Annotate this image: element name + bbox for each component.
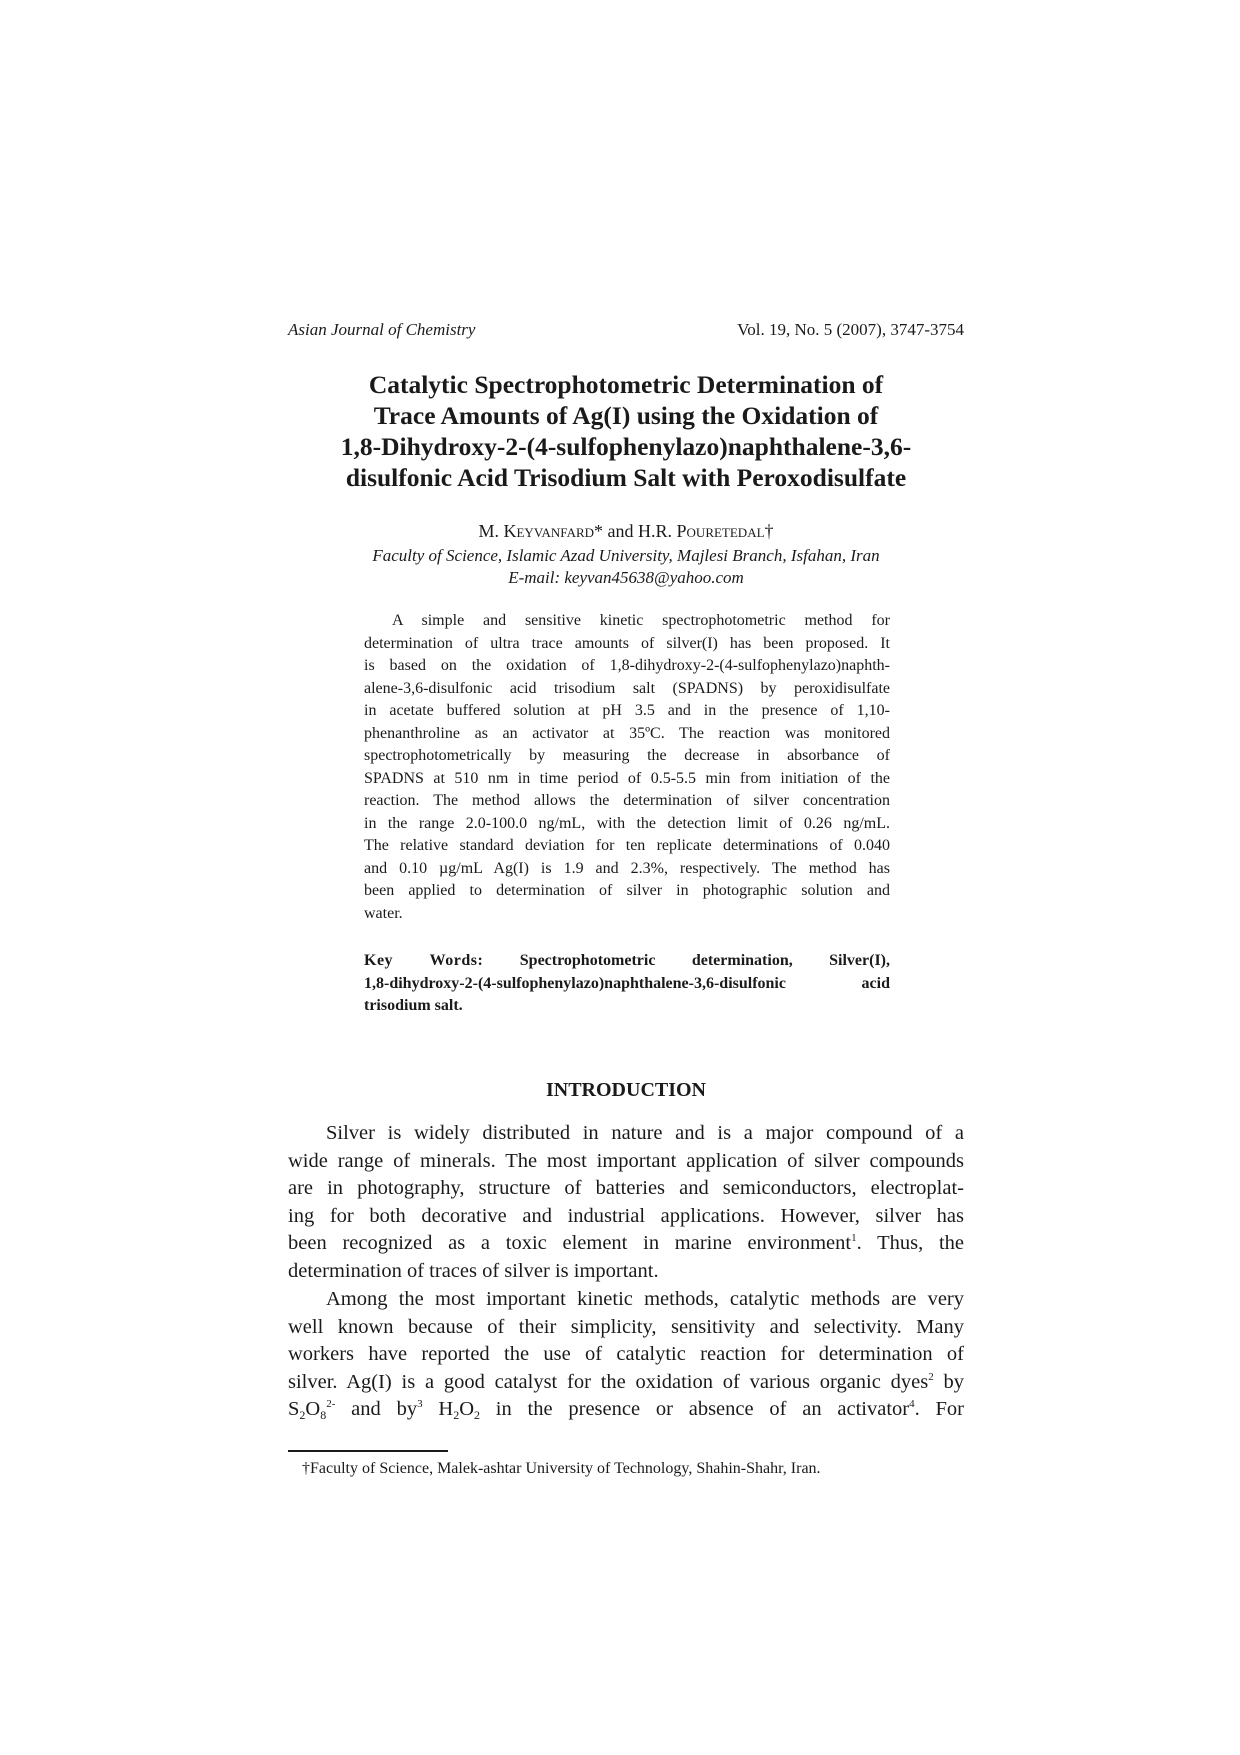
author-conjunction: and [603,521,639,541]
paragraph-line: well known because of their simplicity, sensitivity and selectivity. Many [288,1315,964,1338]
text-run: . Thus, the [856,1232,964,1254]
author-list [288,520,964,542]
abstract-line: SPADNS at 510 nm in time period of 0.5-5.5 min from initiation of the [364,769,890,787]
paragraph-line: Among the most important kinetic methods, catalytic methods are very [326,1288,964,1310]
author2-surname: Pouretedal [676,521,765,541]
volume-info: Vol. 19, No. 5 (2007), 3747-3754 [737,320,964,339]
abstract-line: The relative standard deviation for ten replicate determinations of 0.040 [364,837,890,854]
text-run: . For [914,1398,965,1420]
chem-symbol: S [288,1398,300,1420]
chem-subscript: 2 [474,1408,480,1422]
abstract-line: in the range 2.0-100.0 ng/mL, with the detection limit of 0.26 ng/mL. [364,814,890,832]
text-run: been recognized as a toxic element in marine environment [288,1232,852,1254]
paragraph-line [288,1369,964,1397]
email: E-mail: keyvan45638@yahoo.com [508,568,744,587]
reference-marker: 3 [417,1398,423,1410]
chem-symbol: O [305,1398,321,1420]
chem-symbol: H [422,1398,454,1420]
paragraph-line [288,1396,964,1424]
abstract-line: alene-3,6-disulfonic acid trisodium salt (SPADNS) by peroxidisulfate [364,679,890,697]
paragraph-line [288,1230,964,1258]
paragraph-line: wide range of minerals. The most important application of silver compounds [288,1149,964,1172]
keywords-line: trisodium salt. [364,997,463,1014]
chem-subscript: 2 [299,1408,306,1422]
abstract-line: reaction. The method allows the determination of silver concentration [364,792,890,809]
title-line: disulfonic Acid Trisodium Salt with Peroxodisulfate [345,463,907,492]
abstract-line: determination of ultra trace amounts of silver(I) has been proposed. It [364,634,890,652]
abstract-line: in acetate buffered solution at pH 3.5 and in the presence of 1,10- [364,702,890,719]
footnote: †Faculty of Science, Malek-ashtar University of Technology, Shahin-Shahr, Iran. [302,1460,821,1477]
keywords-text: Spectrophotometric determination, Silver(I), [519,952,891,969]
chem-subscript: 2 [453,1408,460,1422]
title-line: Catalytic Spectrophotometric Determination of [368,370,884,399]
text-run: in the presence or absence of an activator [480,1398,910,1420]
text-run: and by [335,1398,418,1420]
abstract-line: is based on the oxidation of 1,8-dihydroxy-2-(4-sulfophenylazo)naphth- [364,657,890,674]
abstract-line: A simple and sensitive kinetic spectrophotometric method for [392,612,890,629]
author1-surname: Keyvanfard [503,521,595,541]
section-heading: INTRODUCTION [545,1079,707,1101]
chem-subscript: 8 [320,1408,327,1422]
chem-charge: 2- [326,1398,336,1410]
reference-marker: 1 [851,1232,857,1244]
abstract-line: spectrophotometrically by measuring the decrease in absorbance of [364,747,890,764]
author2-mark: † [764,521,774,541]
body-paragraph [288,1286,964,1424]
title-line: 1,8-Dihydroxy-2-(4-sulfophenylazo)naphthalene-3,6- [340,432,912,461]
author2-initial: H.R. [638,521,677,541]
journal-name: Asian Journal of Chemistry [288,320,476,339]
footnote-divider [288,1450,448,1452]
abstract-line: phenanthroline as an activator at 35ºC. The reaction was monitored [364,724,890,742]
affiliation: Faculty of Science, Islamic Azad University, Majlesi Branch, Isfahan, Iran [372,546,880,565]
reference-marker: 4 [909,1398,915,1410]
paragraph-line: are in photography, structure of batteries and semiconductors, electroplat- [288,1177,964,1199]
keywords-line: 1,8-dihydroxy-2-(4-sulfophenylazo)naphthalene-3,6-disulfonic acid [364,974,890,992]
keywords [364,950,890,1018]
abstract-line: and 0.10 µg/mL Ag(I) is 1.9 and 2.3%, respectively. The method has [364,859,890,877]
chem-symbol: O [459,1398,474,1420]
text-run: silver. Ag(I) is a good catalyst for the oxidation of various organic dyes [288,1370,929,1393]
paragraph-line: workers have reported the use of catalytic reaction for determination of [288,1343,964,1365]
text-run: by [933,1370,965,1393]
keywords-label: Key Words: [364,952,484,969]
author1-mark: * [594,521,604,541]
paper-title [288,369,964,493]
keywords-line [364,950,890,973]
abstract-line: water. [364,904,403,922]
body-paragraph [288,1120,964,1285]
paragraph-line: Silver is widely distributed in nature and is a major compound of a [326,1122,964,1144]
paragraph-line: ing for both decorative and industrial applications. However, silver has [288,1204,964,1227]
title-line: Trace Amounts of Ag(I) using the Oxidation of [373,401,879,430]
abstract [364,610,890,925]
reference-marker: 2 [928,1370,934,1383]
paragraph-line: determination of traces of silver is important. [288,1259,659,1282]
author1-initial: M. [478,521,504,541]
abstract-line: been applied to determination of silver in photographic solution and [364,882,890,899]
